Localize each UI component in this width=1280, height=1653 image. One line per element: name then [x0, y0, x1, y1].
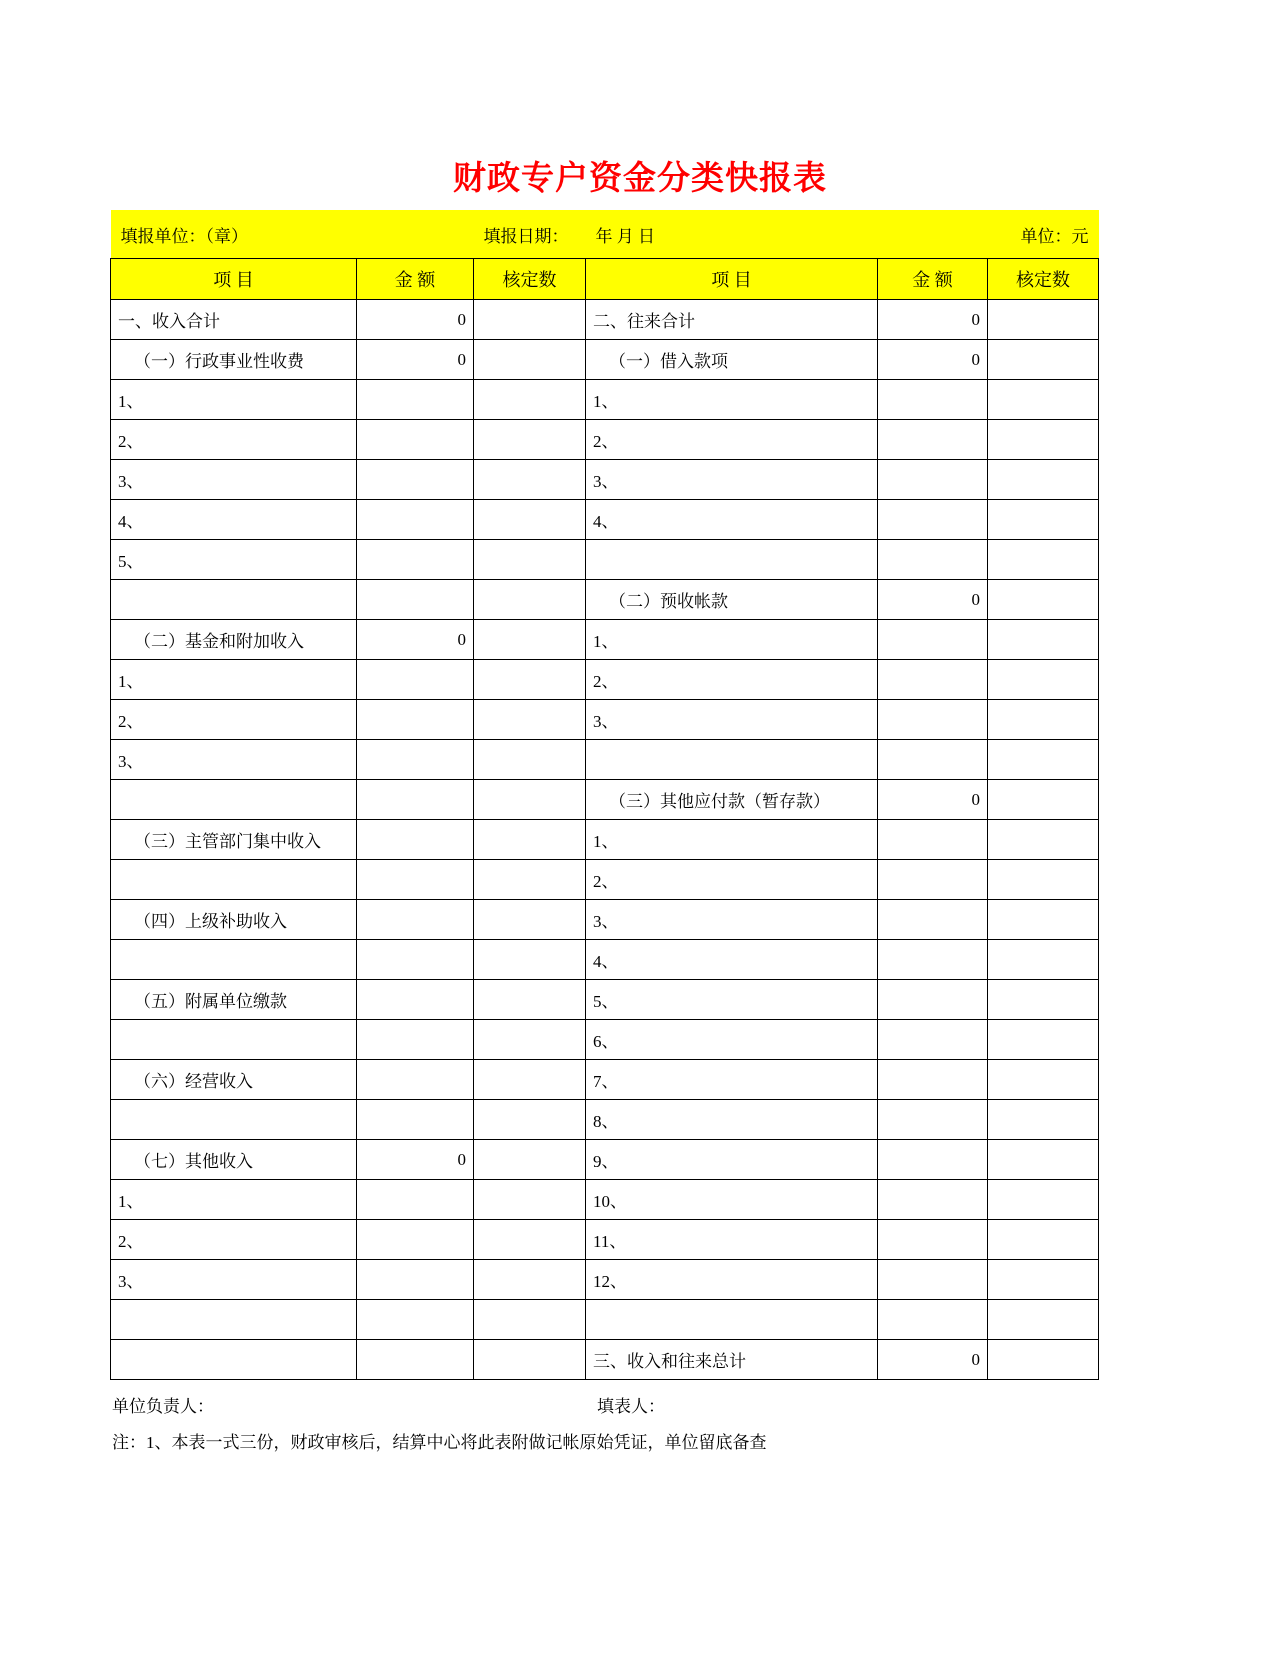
cell-amount-right[interactable] — [878, 1220, 988, 1260]
cell-amount-right[interactable] — [878, 500, 988, 540]
cell-amount-left[interactable]: 0 — [357, 620, 474, 660]
cell-approved-left[interactable] — [474, 1140, 586, 1180]
table-row — [111, 540, 1099, 580]
cell-approved-left[interactable] — [474, 980, 586, 1020]
currency-unit-label: 单位：元 — [878, 210, 1099, 259]
cell-item-left[interactable] — [111, 1100, 357, 1140]
cell-item-left[interactable]: 1、 — [111, 1180, 357, 1220]
cell-item-left[interactable] — [111, 900, 357, 940]
cell-approved-left[interactable] — [474, 1220, 586, 1260]
cell-item-right[interactable] — [586, 780, 878, 820]
cell-item-right[interactable] — [586, 340, 878, 380]
cell-approved-right[interactable] — [988, 700, 1099, 740]
cell-approved-right[interactable] — [988, 1260, 1099, 1300]
cell-item-left[interactable] — [111, 1060, 357, 1100]
column-header-row — [111, 259, 1099, 300]
cell-amount-right[interactable]: 0 — [878, 1340, 988, 1380]
cell-amount-right[interactable] — [878, 1260, 988, 1300]
cell-amount-right[interactable] — [878, 980, 988, 1020]
info-band-row — [111, 210, 1099, 259]
table-row — [111, 380, 1099, 420]
cell-amount-left[interactable] — [357, 1180, 474, 1220]
cell-item-left[interactable]: 5、 — [111, 540, 357, 580]
cell-amount-left[interactable] — [357, 1260, 474, 1300]
table-row — [111, 1140, 1099, 1180]
cell-amount-left[interactable] — [357, 1100, 474, 1140]
col-header-approved-left: 核定数 — [474, 259, 586, 300]
cell-amount-left[interactable] — [357, 740, 474, 780]
cell-item-left-text: （六）经营收入 — [134, 1072, 253, 1091]
cell-approved-left[interactable] — [474, 1180, 586, 1220]
cell-item-right[interactable]: 6、 — [586, 1020, 878, 1060]
cell-approved-right[interactable] — [988, 500, 1099, 540]
cell-item-right[interactable]: 10、 — [586, 1180, 878, 1220]
cell-item-right[interactable]: 7、 — [586, 1060, 878, 1100]
cell-amount-left[interactable] — [357, 420, 474, 460]
cell-item-right[interactable]: 1、 — [586, 380, 878, 420]
cell-approved-right[interactable] — [988, 380, 1099, 420]
cell-item-left[interactable] — [111, 340, 357, 380]
cell-amount-left[interactable] — [357, 1220, 474, 1260]
responsible-person-label: 单位负责人： — [112, 1397, 214, 1416]
reporting-unit-label: 填报单位：（章） — [111, 210, 474, 259]
col-header-approved-right: 核定数 — [988, 259, 1099, 300]
cell-amount-right[interactable]: 0 — [878, 780, 988, 820]
cell-item-right[interactable]: 2、 — [586, 860, 878, 900]
cell-approved-left[interactable] — [474, 580, 586, 620]
cell-amount-right[interactable] — [878, 940, 988, 980]
table-row — [111, 1020, 1099, 1060]
cell-approved-left[interactable] — [474, 1020, 586, 1060]
cell-amount-left[interactable] — [357, 980, 474, 1020]
table-row — [111, 1060, 1099, 1100]
cell-item-left[interactable] — [111, 820, 357, 860]
cell-item-right[interactable]: 11、 — [586, 1220, 878, 1260]
cell-amount-left[interactable] — [357, 940, 474, 980]
cell-amount-left[interactable] — [357, 820, 474, 860]
cell-item-left[interactable] — [111, 980, 357, 1020]
cell-item-left[interactable] — [111, 1020, 357, 1060]
cell-amount-right[interactable] — [878, 1020, 988, 1060]
cell-item-left[interactable] — [111, 860, 357, 900]
cell-item-left[interactable]: 4、 — [111, 500, 357, 540]
cell-item-right[interactable]: 3、 — [586, 460, 878, 500]
cell-amount-left[interactable] — [357, 380, 474, 420]
cell-item-left-text: （四）上级补助收入 — [134, 912, 287, 931]
cell-item-right[interactable] — [586, 1300, 878, 1340]
table-row — [111, 780, 1099, 820]
col-header-amount-left: 金 额 — [357, 259, 474, 300]
cell-amount-left[interactable] — [357, 1060, 474, 1100]
cell-approved-left[interactable] — [474, 1100, 586, 1140]
cell-amount-left[interactable] — [357, 460, 474, 500]
cell-amount-right[interactable] — [878, 620, 988, 660]
table-row — [111, 1260, 1099, 1300]
cell-approved-left[interactable] — [474, 1060, 586, 1100]
cell-approved-left[interactable] — [474, 940, 586, 980]
table-row — [111, 1300, 1099, 1340]
cell-approved-left[interactable] — [474, 380, 586, 420]
cell-approved-right[interactable] — [988, 1060, 1099, 1100]
cell-item-left[interactable] — [111, 940, 357, 980]
cell-approved-left[interactable] — [474, 740, 586, 780]
cell-item-left[interactable] — [111, 780, 357, 820]
cell-approved-left[interactable] — [474, 860, 586, 900]
cell-approved-right[interactable] — [988, 420, 1099, 460]
cell-approved-right[interactable] — [988, 460, 1099, 500]
cell-item-right[interactable]: 8、 — [586, 1100, 878, 1140]
cell-amount-right[interactable] — [878, 900, 988, 940]
cell-amount-left[interactable] — [357, 1020, 474, 1060]
cell-amount-right[interactable] — [878, 1060, 988, 1100]
cell-approved-left[interactable] — [474, 540, 586, 580]
table-row — [111, 1340, 1099, 1380]
cell-item-left[interactable] — [111, 1140, 357, 1180]
cell-approved-left[interactable] — [474, 1300, 586, 1340]
report-table-body — [111, 210, 1099, 1380]
cell-amount-left[interactable]: 0 — [357, 300, 474, 340]
reporting-date-label: 填报日期： — [474, 210, 586, 259]
cell-amount-right[interactable] — [878, 660, 988, 700]
cell-item-left[interactable]: 1、 — [111, 380, 357, 420]
cell-item-right[interactable]: 4、 — [586, 940, 878, 980]
cell-approved-right[interactable] — [988, 620, 1099, 660]
cell-approved-left[interactable] — [474, 1340, 586, 1380]
cell-item-left[interactable]: 一、收入合计 — [111, 300, 357, 340]
cell-item-left[interactable] — [111, 1300, 357, 1340]
signature-row — [112, 1392, 1112, 1422]
cell-approved-right[interactable] — [988, 940, 1099, 980]
cell-approved-left[interactable] — [474, 900, 586, 940]
cell-amount-left[interactable]: 0 — [357, 1140, 474, 1180]
cell-item-right[interactable]: 12、 — [586, 1260, 878, 1300]
cell-approved-left[interactable] — [474, 500, 586, 540]
cell-item-right-text: （一）借入款项 — [609, 352, 728, 371]
cell-amount-right[interactable] — [878, 860, 988, 900]
cell-approved-right[interactable] — [988, 340, 1099, 380]
cell-approved-left[interactable] — [474, 300, 586, 340]
cell-item-right[interactable]: 2、 — [586, 420, 878, 460]
cell-item-left[interactable] — [111, 620, 357, 660]
cell-item-left[interactable]: 3、 — [111, 460, 357, 500]
cell-approved-right[interactable] — [988, 540, 1099, 580]
cell-amount-left[interactable] — [357, 500, 474, 540]
cell-item-right[interactable]: 1、 — [586, 820, 878, 860]
cell-item-right[interactable] — [586, 540, 878, 580]
cell-approved-right[interactable] — [988, 1220, 1099, 1260]
cell-amount-right[interactable] — [878, 460, 988, 500]
cell-item-right[interactable]: 4、 — [586, 500, 878, 540]
cell-item-left[interactable]: 2、 — [111, 1220, 357, 1260]
table-row — [111, 1180, 1099, 1220]
cell-item-right[interactable]: 9、 — [586, 1140, 878, 1180]
cell-item-right[interactable]: 2、 — [586, 660, 878, 700]
col-header-item-right: 项 目 — [586, 259, 878, 300]
cell-approved-right[interactable] — [988, 820, 1099, 860]
cell-item-right[interactable]: 1、 — [586, 620, 878, 660]
cell-item-right-text: （二）预收帐款 — [609, 592, 728, 611]
col-header-amount-right: 金 额 — [878, 259, 988, 300]
table-row — [111, 660, 1099, 700]
table-row — [111, 1100, 1099, 1140]
cell-amount-right[interactable] — [878, 420, 988, 460]
cell-approved-left[interactable] — [474, 420, 586, 460]
table-row — [111, 900, 1099, 940]
cell-item-left-text: （七）其他收入 — [134, 1152, 253, 1171]
cell-approved-left[interactable] — [474, 340, 586, 380]
cell-approved-right[interactable] — [988, 1100, 1099, 1140]
cell-amount-left[interactable] — [357, 660, 474, 700]
preparer-label: 填表人： — [597, 1397, 665, 1416]
table-row — [111, 620, 1099, 660]
table-row — [111, 1220, 1099, 1260]
table-row — [111, 860, 1099, 900]
cell-amount-left[interactable] — [357, 1340, 474, 1380]
cell-approved-left[interactable] — [474, 660, 586, 700]
cell-approved-right[interactable] — [988, 780, 1099, 820]
cell-approved-right[interactable] — [988, 1140, 1099, 1180]
cell-item-left[interactable]: 1、 — [111, 660, 357, 700]
table-row — [111, 940, 1099, 980]
report-table — [110, 210, 1099, 1380]
cell-amount-left[interactable] — [357, 540, 474, 580]
cell-approved-right[interactable] — [988, 860, 1099, 900]
cell-approved-right[interactable] — [988, 1180, 1099, 1220]
cell-amount-left[interactable] — [357, 780, 474, 820]
cell-item-left[interactable]: 2、 — [111, 420, 357, 460]
footer-note: 注：1、本表一式三份，财政审核后，结算中心将此表附做记帐原始凭证，单位留底备查 — [112, 1433, 767, 1452]
cell-amount-left[interactable] — [357, 860, 474, 900]
cell-item-left-text: （三）主管部门集中收入 — [134, 832, 321, 851]
table-row — [111, 460, 1099, 500]
reporting-date-fields: 年 月 日 — [586, 210, 878, 259]
signature-block — [112, 1392, 1112, 1422]
cell-amount-right[interactable]: 0 — [878, 580, 988, 620]
cell-approved-left[interactable] — [474, 780, 586, 820]
table-row — [111, 580, 1099, 620]
cell-item-left-text: （五）附属单位缴款 — [134, 992, 287, 1011]
page-title: 财政专户资金分类快报表 — [453, 161, 827, 197]
cell-amount-right[interactable] — [878, 380, 988, 420]
cell-item-left[interactable]: 3、 — [111, 740, 357, 780]
cell-amount-left[interactable] — [357, 900, 474, 940]
cell-item-right[interactable]: 二、往来合计 — [586, 300, 878, 340]
cell-approved-right[interactable] — [988, 740, 1099, 780]
cell-amount-right[interactable] — [878, 1300, 988, 1340]
cell-approved-left[interactable] — [474, 460, 586, 500]
cell-item-left[interactable]: 2、 — [111, 700, 357, 740]
cell-item-left[interactable] — [111, 1340, 357, 1380]
cell-amount-right[interactable] — [878, 740, 988, 780]
cell-approved-right[interactable] — [988, 1340, 1099, 1380]
cell-amount-right[interactable]: 0 — [878, 300, 988, 340]
cell-approved-right[interactable] — [988, 660, 1099, 700]
cell-amount-left[interactable] — [357, 1300, 474, 1340]
cell-amount-right[interactable] — [878, 700, 988, 740]
cell-item-right[interactable]: 3、 — [586, 700, 878, 740]
report-table-container — [110, 210, 1098, 1380]
cell-item-left[interactable] — [111, 580, 357, 620]
cell-amount-right[interactable] — [878, 1140, 988, 1180]
table-row — [111, 340, 1099, 380]
cell-approved-right[interactable] — [988, 980, 1099, 1020]
table-row — [111, 300, 1099, 340]
cell-amount-left[interactable] — [357, 700, 474, 740]
cell-amount-right[interactable] — [878, 540, 988, 580]
cell-amount-right[interactable]: 0 — [878, 340, 988, 380]
table-row — [111, 500, 1099, 540]
table-row — [111, 420, 1099, 460]
cell-amount-right[interactable] — [878, 1100, 988, 1140]
cell-amount-right[interactable] — [878, 1180, 988, 1220]
col-header-item-left: 项 目 — [111, 259, 357, 300]
cell-item-right[interactable] — [586, 580, 878, 620]
cell-approved-right[interactable] — [988, 580, 1099, 620]
cell-amount-left[interactable] — [357, 580, 474, 620]
cell-item-right[interactable] — [586, 740, 878, 780]
cell-approved-left[interactable] — [474, 1260, 586, 1300]
cell-item-left-text: （一）行政事业性收费 — [134, 352, 304, 371]
cell-approved-right[interactable] — [988, 1300, 1099, 1340]
table-row — [111, 820, 1099, 860]
cell-approved-right[interactable] — [988, 900, 1099, 940]
cell-item-left[interactable]: 3、 — [111, 1260, 357, 1300]
cell-item-right[interactable]: 5、 — [586, 980, 878, 1020]
cell-item-right-text: （三）其他应付款（暂存款） — [609, 792, 830, 811]
cell-amount-right[interactable] — [878, 820, 988, 860]
cell-approved-right[interactable] — [988, 1020, 1099, 1060]
cell-amount-left[interactable]: 0 — [357, 340, 474, 380]
cell-item-right[interactable]: 三、收入和往来总计 — [586, 1340, 878, 1380]
cell-item-right[interactable]: 3、 — [586, 900, 878, 940]
table-row — [111, 980, 1099, 1020]
cell-item-left-text: （二）基金和附加收入 — [134, 632, 304, 651]
cell-approved-left[interactable] — [474, 700, 586, 740]
cell-approved-left[interactable] — [474, 620, 586, 660]
table-row — [111, 700, 1099, 740]
table-row — [111, 740, 1099, 780]
cell-approved-left[interactable] — [474, 820, 586, 860]
cell-approved-right[interactable] — [988, 300, 1099, 340]
